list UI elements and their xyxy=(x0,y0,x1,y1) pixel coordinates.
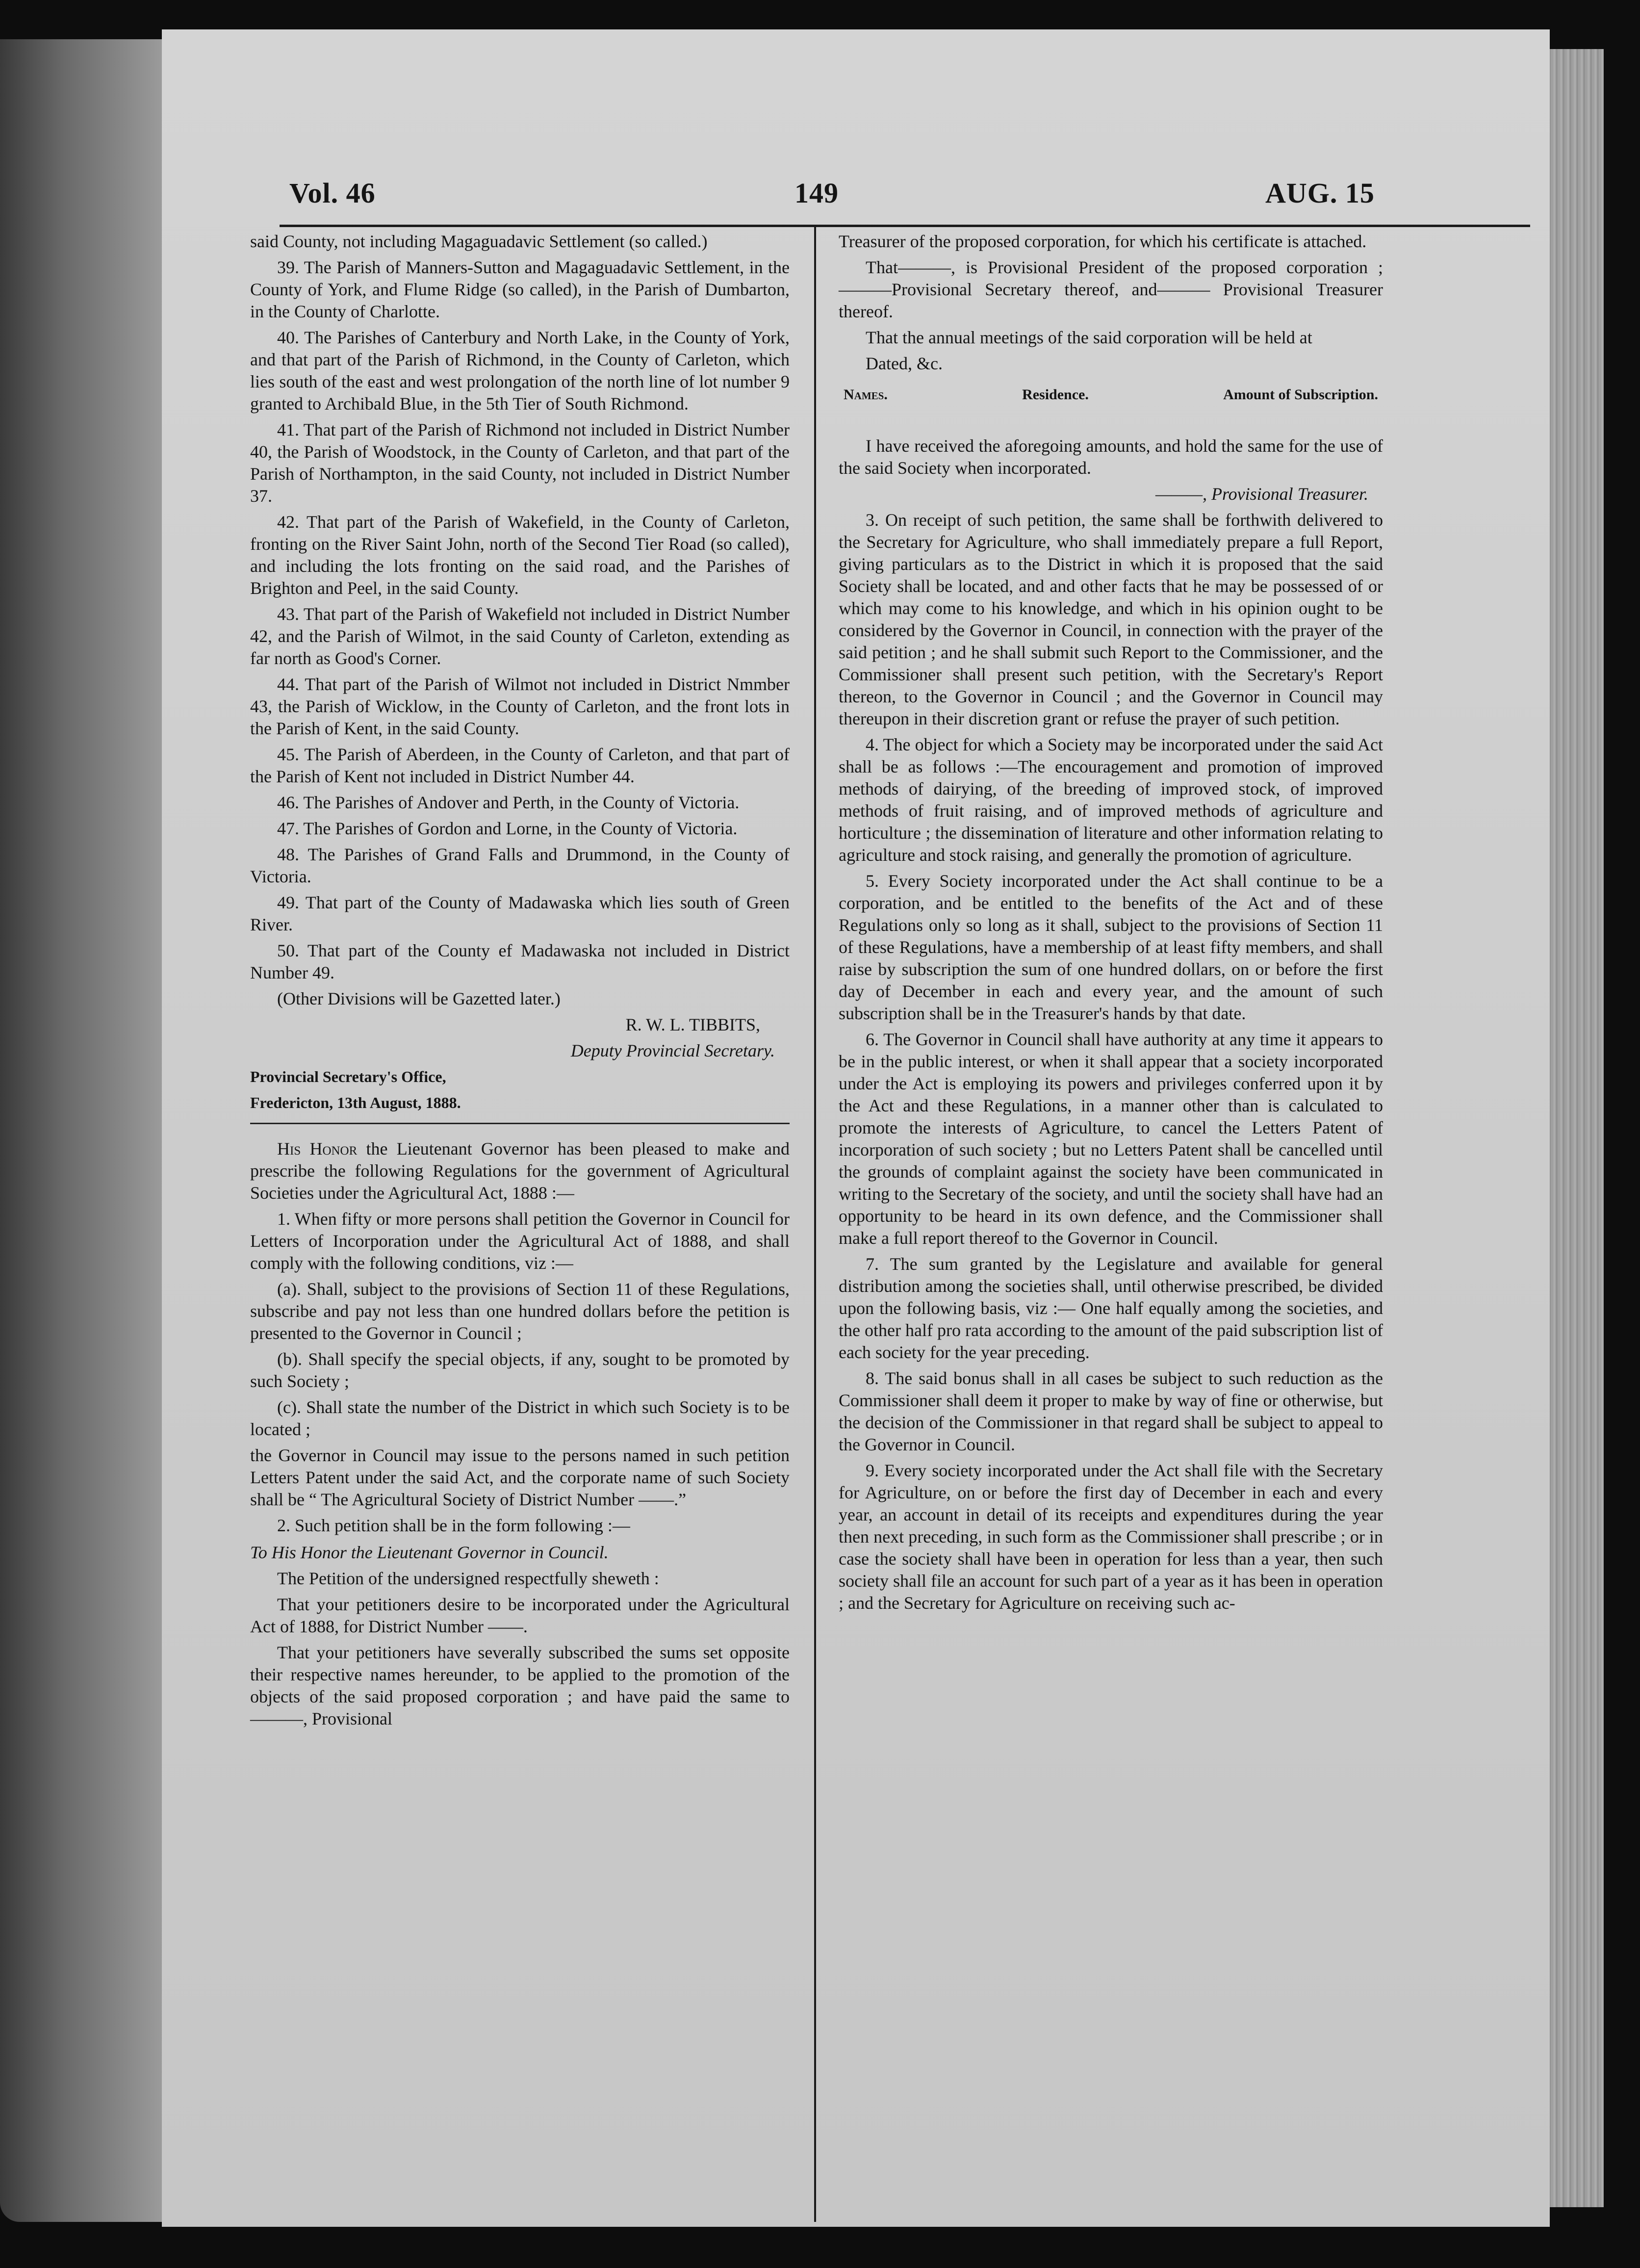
regulation-5: 5. Every Society incorporated under the Act shall continue to be a corporation, and be entitled to the benefits of the Act and of these Regulations only so long as it shall, subject to the provisions of Section 11 of these Regulations, have a membership of at least fifty members, and shall raise by subscription the sum of one hundred dollars, on or before the first day of December in each and every year, and the amount of such subscription shall be in the Treasurer's hands by that date. xyxy=(839,871,1383,1023)
column-divider xyxy=(814,226,816,2222)
volume-label: Vol. 46 xyxy=(289,177,376,209)
regulation-1c: (c). Shall state the number of the District in which such Society is to be located ; xyxy=(250,1397,790,1439)
regulation-1b: (b). Shall specify the special objects, if any, sought to be promoted by such Society ; xyxy=(250,1349,790,1391)
residence-column-label: Residence. xyxy=(1022,387,1089,403)
header-rule xyxy=(280,225,1530,227)
other-divisions-note: (Other Divisions will be Gazetted later.) xyxy=(277,989,561,1008)
his-honor-smallcaps: His Honor xyxy=(277,1139,358,1159)
subscription-header-row xyxy=(839,384,1383,406)
district-43: 43. That part of the Parish of Wakefield not included in District Number 42, and the Parish of Wilmot, in the said County of Carleton, extending as far north as Good's Corner. xyxy=(250,604,790,668)
amount-column-label: Amount of Subscription. xyxy=(1223,387,1378,403)
district-39: 39. The Parish of Manners-Sutton and Magaguadavic Settlement, in the County of York, and Flume Ridge (so called), in the Parish of Dumbarton, in the County of Charlotte. xyxy=(250,258,790,321)
paragraph: That———, is Provisional President of the proposed corporation ;———Provisional Secretary thereof, and——— Provisional Treasurer thereof. xyxy=(839,258,1383,321)
regulation-2: 2. Such petition shall be in the form following :— xyxy=(277,1516,630,1535)
petition-paragraph: That your petitioners have severally subscribed the sums set opposite their respective names hereunder, to be applied to the promotion of the objects of the said proposed corporation ; and have paid the same to ———, Provisional xyxy=(250,1643,790,1728)
office-name: Provincial Secretary's Office, xyxy=(250,1068,446,1085)
left-column xyxy=(250,231,790,1734)
section-separator xyxy=(250,1123,790,1124)
district-49: 49. That part of the County of Madawaska which lies south of Green River. xyxy=(250,893,790,934)
right-column xyxy=(839,231,1383,1618)
regulation-9: 9. Every society incorporated under the Act shall file with the Secretary for Agriculture, on or before the first day of December in each and every year, an account in detail of its receipts and expenditures during the year then next preceding, in such form as the Commissioner shall prescribe ; or in case the society shall have been in operation for less than a year, then such society shall file an account for such part of a year as it has been in operation ; and the Secretary for Agriculture on receiving such ac- xyxy=(839,1461,1383,1613)
facing-page-edge xyxy=(0,39,162,2222)
issue-date: AUG. 15 xyxy=(1265,177,1375,209)
paragraph: That the annual meetings of the said corporation will be held at xyxy=(866,328,1312,347)
district-40: 40. The Parishes of Canterbury and North Lake, in the County of York, and that part of the Parish of Richmond, in the County of Carleton, which lies south of the east and west prolongation of the north line of lot number 9 granted to Archibald Blue, in the 5th Tier of South Richmond. xyxy=(250,328,790,413)
petition-paragraph: The Petition of the undersigned respectfully sheweth : xyxy=(277,1569,659,1588)
page-stack-edge xyxy=(1545,49,1604,2207)
regulation-6: 6. The Governor in Council shall have authority at any time it appears to be in the public interest, or when it shall appear that a society incorporated under the Act is employing its powers and privileges conferred upon it by the Act and these Regulations, in a manner other than is calculated to promote the interests of Agriculture, to cancel the Letters Patent of incorporation of such society ; but no Letters Patent shall be cancelled until the grounds of complaint against the society have been communicated in writing to the Secretary of the society, and until the society shall have had an opportunity to be heard in its own defence, and the Commissioner shall make a full report thereof to the Governor in Council. xyxy=(839,1030,1383,1248)
signatory-name: R. W. L. TIBBITS, xyxy=(625,1015,760,1034)
page-header xyxy=(162,177,1550,226)
petition-paragraph: That your petitioners desire to be incorporated under the Agricultural Act of 1888, for District Number ——. xyxy=(250,1595,790,1636)
regulation-7: 7. The sum granted by the Legislature and available for general distribution among the societies shall, until otherwise prescribed, be divided upon the following basis, viz :— One half equally among the societies, and the other half pro rata according to the amount of the paid subscription list of each society for the year preceding. xyxy=(839,1254,1383,1362)
office-dateline: Fredericton, 13th August, 1888. xyxy=(250,1094,461,1111)
regulations-intro xyxy=(250,1138,790,1204)
regulation-1a: (a). Shall, subject to the provisions of Section 11 of these Regulations, subscribe and pay not less than one hundred dollars before the petition is presented to the Governor in Council ; xyxy=(250,1279,790,1343)
regulation-1: 1. When fifty or more persons shall petition the Governor in Council for Letters of Incorporation under the Agricultural Act of 1888, and shall comply with the following conditions, viz :— xyxy=(250,1209,790,1273)
treasurer-receipt: I have received the aforegoing amounts, and hold the same for the use of the said Society when incorporated. xyxy=(839,436,1383,478)
treasurer-signature: ———, Provisional Treasurer. xyxy=(1155,484,1368,504)
paragraph: Treasurer of the proposed corporation, for which his certificate is attached. xyxy=(839,232,1367,251)
regulation-3: 3. On receipt of such petition, the same shall be forthwith delivered to the Secretary for Agriculture, who shall immediately prepare a full Report, giving particulars as to the District in which it is proposed that the said Society shall be located, and and other facts that he may be possessed of or which may come to his knowledge, and which in his opinion ought to be considered by the Governor in Council, in connection with the prayer of the said petition ; and he shall submit such Report to the Commissioner, and the Commissioner shall present such petition, with the Secretary's Report thereon, to the Governor in Council ; and the Governor in Council may thereupon in their discretion grant or refuse the prayer of such petition. xyxy=(839,510,1383,728)
regulation-8: 8. The said bonus shall in all cases be subject to such reduction as the Commissioner shall deem it proper to make by way of fine or otherwise, but the decision of the Commissioner in that regard shall be subject to appeal to the Governor in Council. xyxy=(839,1368,1383,1454)
district-45: 45. The Parish of Aberdeen, in the County of Carleton, and that part of the Parish of Kent not included in District Number 44. xyxy=(250,745,790,786)
gazette-page xyxy=(162,29,1550,2227)
district-41: 41. That part of the Parish of Richmond not included in District Number 40, the Parish of Woodstock, in the County of Carleton, and that part of the Parish of Northampton, in the said County, not included in District Number 37. xyxy=(250,420,790,506)
petition-heading: To His Honor the Lieutenant Governor in Council. xyxy=(250,1543,609,1562)
district-42: 42. That part of the Parish of Wakefield, in the County of Carleton, fronting on the River Saint John, north of the Second Tier Road (so called), and including the lots fronting on the said road, and the Parishes of Brighton and Peel, in the said County. xyxy=(250,512,790,598)
paragraph: Dated, &c. xyxy=(866,354,943,373)
district-46: 46. The Parishes of Andover and Perth, in the County of Victoria. xyxy=(277,793,740,812)
district-47: 47. The Parishes of Gordon and Lorne, in the County of Victoria. xyxy=(277,819,738,838)
intro-text: the Lieutenant Governor has been pleased to make and prescribe the following Regulations for the government of Agricultural Societies under the Agricultural Act, 1888 :— xyxy=(250,1139,790,1203)
district-48: 48. The Parishes of Grand Falls and Drummond, in the County of Victoria. xyxy=(250,845,790,886)
page-number: 149 xyxy=(794,177,839,209)
regulation-1-conclusion: the Governor in Council may issue to the persons named in such petition Letters Patent under the said Act, and the corporate name of such Society shall be “ The Agricultural Society of District Number ——.” xyxy=(250,1445,790,1509)
regulation-4: 4. The object for which a Society may be incorporated under the said Act shall be as follows :—The encouragement and promotion of improved methods of dairying, of the breeding of improved stock, of improved methods of fruit raising, and of improved methods of agriculture and horticulture ; the dissemination of literature and other information relating to agriculture and stock raising, and generally the promotion of agriculture. xyxy=(839,735,1383,865)
paragraph: said County, not including Magaguadavic Settlement (so called.) xyxy=(250,232,708,251)
signatory-title: Deputy Provincial Secretary. xyxy=(570,1041,775,1060)
district-44: 44. That part of the Parish of Wilmot not included in District Nmmber 43, the Parish of Wicklow, in the County of Carleton, and the front lots in the Parish of Kent, in the said County. xyxy=(250,674,790,738)
district-50: 50. That part of the County ef Madawaska not included in District Number 49. xyxy=(250,941,790,982)
names-column-label: Names. xyxy=(844,387,888,403)
